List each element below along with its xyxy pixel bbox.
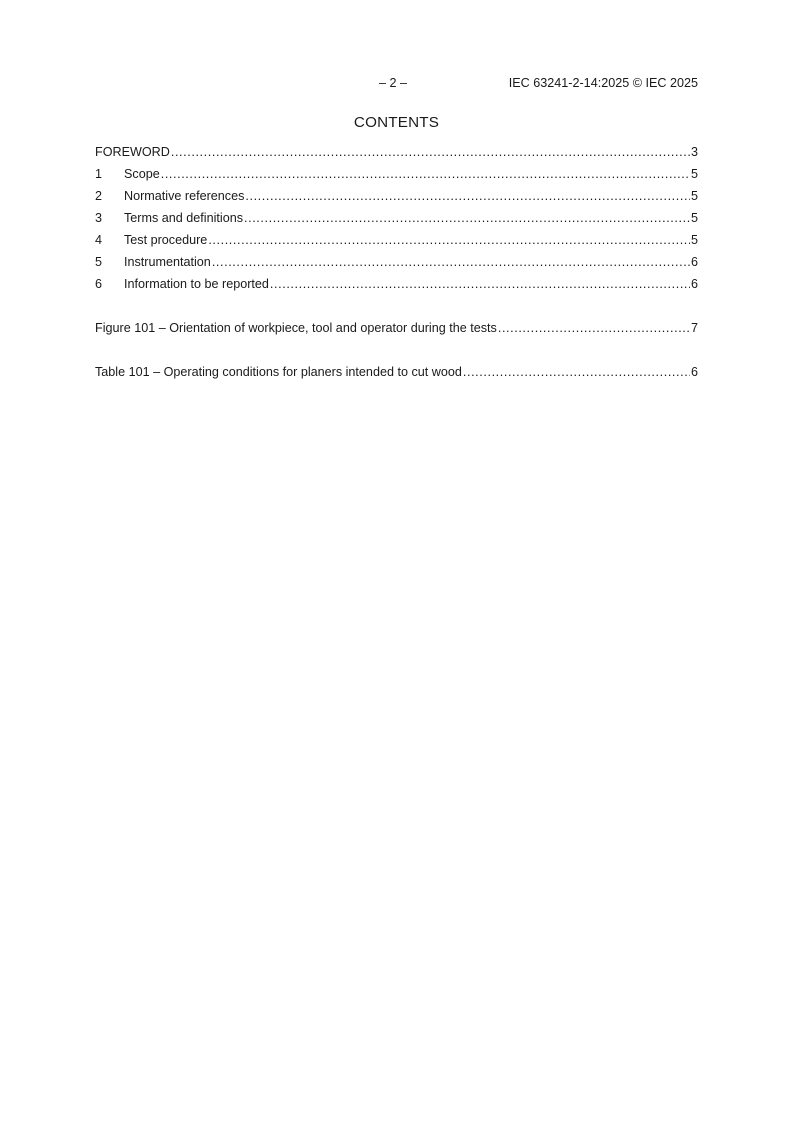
toc-dot-leader bbox=[245, 189, 690, 203]
page-number: – 2 – bbox=[379, 76, 408, 90]
page-header bbox=[95, 76, 698, 92]
contents-title: CONTENTS bbox=[353, 114, 440, 131]
toc-clause-number: 4 bbox=[95, 233, 103, 247]
toc-page-number: 5 bbox=[690, 233, 698, 247]
toc-entry-label: Figure 101 – Orientation of workpiece, tool and operator during the tests bbox=[95, 321, 497, 335]
toc-entry-label: Normative references bbox=[124, 189, 245, 203]
toc-dot-leader bbox=[463, 365, 690, 379]
toc-dot-leader bbox=[244, 211, 690, 225]
toc-entry-label: Table 101 – Operating conditions for planers intended to cut wood bbox=[95, 365, 462, 379]
toc-entry-figure-101[interactable] bbox=[95, 321, 698, 339]
toc-page-number: 3 bbox=[690, 145, 698, 159]
toc-entry-table-101[interactable] bbox=[95, 365, 698, 383]
toc-page-number: 7 bbox=[690, 321, 698, 335]
toc-entry-label: Scope bbox=[124, 167, 160, 181]
toc-dot-leader bbox=[208, 233, 690, 247]
toc-entry-terms-and-definitions[interactable] bbox=[95, 211, 698, 229]
toc-entry-label: Terms and definitions bbox=[124, 211, 244, 225]
toc-clause-number: 6 bbox=[95, 277, 103, 291]
toc-page-number: 6 bbox=[690, 365, 698, 379]
toc-page-number: 5 bbox=[690, 189, 698, 203]
toc-entry-test-procedure[interactable] bbox=[95, 233, 698, 251]
toc-dot-leader bbox=[498, 321, 690, 335]
toc-dot-leader bbox=[212, 255, 690, 269]
toc-entry-label: Information to be reported bbox=[124, 277, 269, 291]
toc-clause-number: 2 bbox=[95, 189, 103, 203]
toc-entry-label: FOREWORD bbox=[95, 145, 170, 159]
toc-entry-scope[interactable] bbox=[95, 167, 698, 185]
toc-dot-leader bbox=[171, 145, 690, 159]
toc-entry-label: Instrumentation bbox=[124, 255, 211, 269]
toc-dot-leader bbox=[270, 277, 690, 291]
toc-entry-normative-references[interactable] bbox=[95, 189, 698, 207]
toc-entry-foreword[interactable] bbox=[95, 145, 698, 163]
toc-dot-leader bbox=[161, 167, 690, 181]
toc-entry-label: Test procedure bbox=[124, 233, 208, 247]
toc-clause-number: 5 bbox=[95, 255, 103, 269]
toc-entry-instrumentation[interactable] bbox=[95, 255, 698, 273]
toc-page-number: 6 bbox=[690, 255, 698, 269]
toc-page-number: 6 bbox=[690, 277, 698, 291]
toc-page-number: 5 bbox=[690, 211, 698, 225]
toc-page-number: 5 bbox=[690, 167, 698, 181]
document-reference: IEC 63241-2-14:2025 © IEC 2025 bbox=[508, 76, 698, 90]
toc-entry-information-to-be-reported[interactable] bbox=[95, 277, 698, 295]
toc-clause-number: 1 bbox=[95, 167, 103, 181]
toc-clause-number: 3 bbox=[95, 211, 103, 225]
